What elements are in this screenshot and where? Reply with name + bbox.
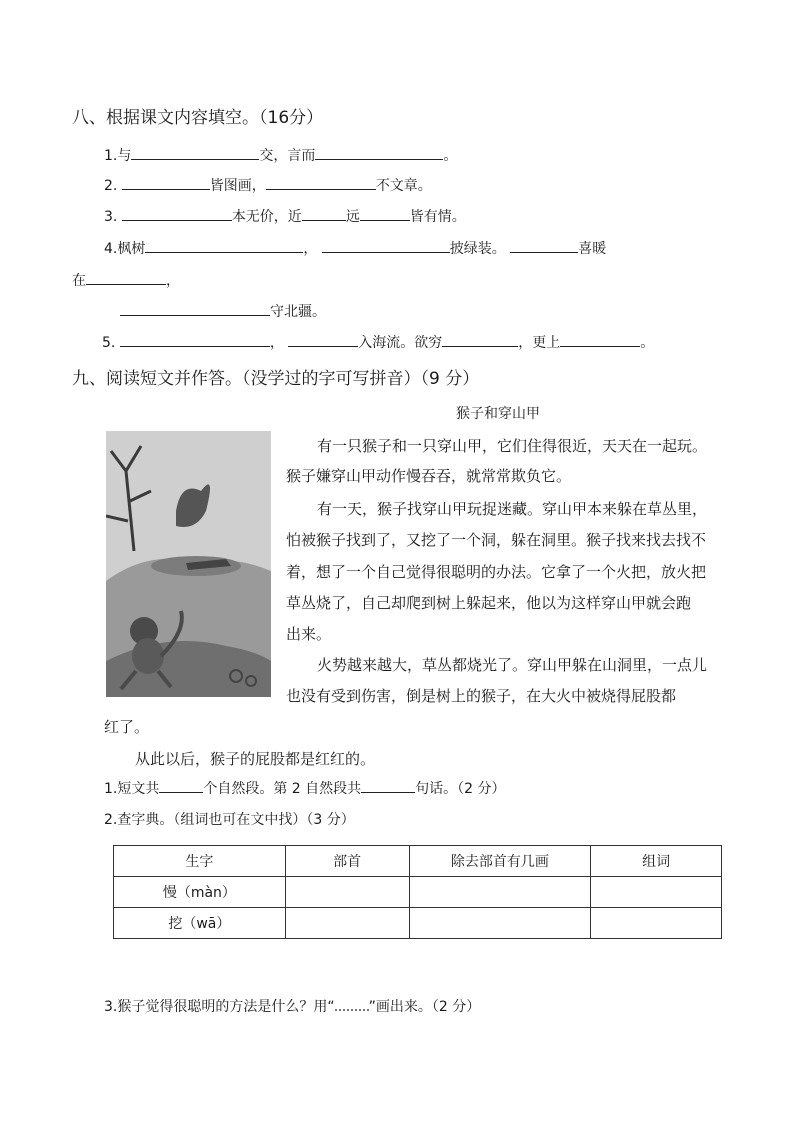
story-line: 怕被猴子找到了，又挖了一个洞，躲在洞里。猴子找来找去找不 — [286, 531, 707, 549]
story-line: 红了。 — [104, 718, 150, 736]
fill-question-3: 3. 本无价，近 远 皆有情。 — [104, 206, 466, 227]
answer-blank[interactable] — [266, 175, 376, 190]
answer-blank[interactable] — [322, 238, 450, 253]
fill-question-4: 4.枫树 ， 披绿装。 喜暖 — [104, 238, 606, 259]
wavy-line-mark — [335, 997, 369, 1011]
table-header: 组词 — [591, 846, 722, 877]
answer-blank[interactable] — [560, 332, 640, 347]
section-8-title: 八、根据课文内容填空。（16分） — [72, 108, 324, 128]
answer-blank[interactable] — [122, 206, 232, 221]
table-header-row — [114, 846, 722, 877]
fill-question-4-cont2: 守北疆。 — [120, 301, 326, 322]
reading-question-2: 2.查字典。（组词也可在文中找）（3 分） — [104, 812, 355, 828]
story-line: 出来。 — [286, 625, 332, 643]
reading-question-3: 3.猴子觉得很聪明的方法是什么？用“ ”画出来。（2 分） — [104, 999, 481, 1015]
answer-cell[interactable] — [409, 877, 591, 908]
answer-blank[interactable] — [302, 206, 346, 221]
reading-question-1: 1.短文共 个自然段。第 2 自然段共 句话。（2 分） — [104, 778, 506, 799]
answer-blank[interactable] — [360, 206, 410, 221]
table-header: 部首 — [285, 846, 409, 877]
monkey-illustration — [106, 431, 271, 697]
answer-cell[interactable] — [591, 908, 722, 939]
answer-blank[interactable] — [145, 238, 303, 253]
answer-blank[interactable] — [122, 175, 210, 190]
fill-question-2: 2. 皆图画， 不文章。 — [104, 175, 432, 196]
story-line: 从此以后，猴子的屁股都是红红的。 — [135, 750, 376, 768]
section-9-title: 九、阅读短文并作答。（没学过的字可写拼音）（9 分） — [72, 369, 480, 389]
answer-blank[interactable] — [361, 778, 415, 793]
question-number: 2. — [104, 178, 118, 194]
table-cell: 挖（wā） — [114, 908, 286, 939]
answer-blank[interactable] — [159, 778, 203, 793]
table-cell: 慢（màn） — [114, 877, 286, 908]
answer-cell[interactable] — [591, 877, 722, 908]
question-number: 4. — [104, 241, 118, 257]
table-header: 除去部首有几画 — [409, 846, 591, 877]
table-row — [114, 877, 722, 908]
table-header: 生字 — [114, 846, 286, 877]
fill-question-5: 5. ， 入海流。欲穷 ，更上 。 — [102, 332, 654, 353]
fill-question-4-cont: 在 ， — [72, 270, 180, 291]
answer-blank[interactable] — [86, 270, 166, 285]
answer-blank[interactable] — [288, 332, 358, 347]
table-row — [114, 908, 722, 939]
story-line: 猴子嫌穿山甲动作慢吞吞，就常常欺负它。 — [286, 467, 572, 485]
story-line: 有一天，猴子找穿山甲玩捉迷藏。穿山甲本来躲在草丛里， — [317, 500, 708, 518]
dictionary-table — [113, 845, 722, 939]
question-number: 1. — [104, 148, 118, 164]
question-number: 3. — [104, 209, 118, 225]
answer-cell[interactable] — [409, 908, 591, 939]
answer-cell[interactable] — [285, 877, 409, 908]
answer-blank[interactable] — [131, 145, 259, 160]
story-line: 草丛烧了，自己却爬到树上躲起来，他以为这样穿山甲就会跑 — [286, 594, 692, 612]
story-title: 猴子和穿山甲 — [456, 406, 540, 422]
story-line: 火势越来越大，草丛都烧光了。穿山甲躲在山洞里，一点儿 — [317, 656, 708, 674]
answer-blank[interactable] — [120, 301, 270, 316]
answer-blank[interactable] — [442, 332, 518, 347]
question-number: 5. — [102, 335, 116, 351]
story-line: 着，想了一个自己觉得很聪明的办法。它拿了一个火把，放火把 — [286, 563, 707, 581]
answer-cell[interactable] — [285, 908, 409, 939]
fill-question-1: 1.与 交，言而 。 — [104, 145, 457, 166]
answer-blank[interactable] — [510, 238, 578, 253]
answer-blank[interactable] — [315, 145, 443, 160]
story-line: 也没有受到伤害，倒是树上的猴子，在大火中被烧得屁股都 — [286, 687, 677, 705]
story-line: 有一只猴子和一只穿山甲，它们住得很近，天天在一起玩。 — [317, 437, 708, 455]
answer-blank[interactable] — [120, 332, 270, 347]
